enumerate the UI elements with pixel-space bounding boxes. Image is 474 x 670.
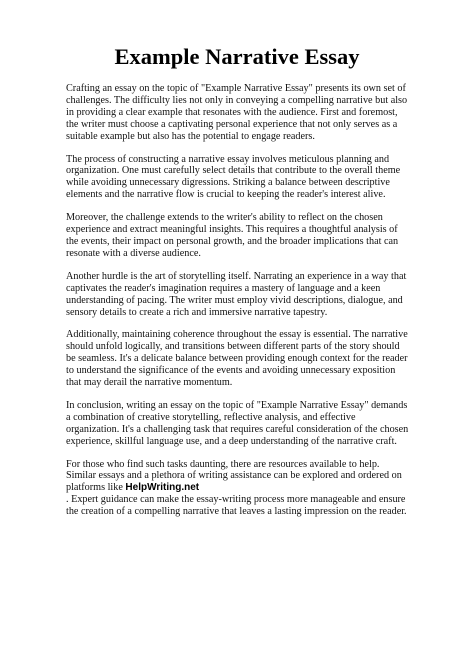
paragraph-7-lead-text: For those who find such tasks daunting, there are resources available to help. Similar essays and a plethora of writing assistance can be explored and ordered on platforms like [66,458,402,494]
paragraph-7-trailing-text: . Expert guidance can make the essay-writing process more manageable and ensure the creation of a compelling narrative that leaves a lasting impression on the reader. [66,494,407,518]
paragraph-3: Moreover, the challenge extends to the writer's ability to reflect on the chosen experience and extract meaningful insights. This requires a thoughtful analysis of the events, their impact on personal growth, and the broader implications that can resonate with a diverse audience. [66,212,399,259]
paragraph-6: In conclusion, writing an essay on the topic of "Example Narrative Essay" demands a combination of creative storytelling, reflective analysis, and effective organization. It's a challenging task that requires careful consideration of the chosen experience, skillful language use, and a deep understanding of the narrative craft. [66,399,409,447]
helpwriting-link[interactable]: HelpWriting.net [125,482,200,494]
paragraph-1: Crafting an essay on the topic of "Example Narrative Essay" presents its own set of challenges. The difficulty lies not only in conveying a compelling narrative but also in providing a clear example that resonates with the audience. First and foremost, the writer must choose a captivating personal experience that not only serves as a suitable example but also has the potential to engage readers. [66,83,408,142]
paragraph-5: Additionally, maintaining coherence throughout the essay is essential. The narrative should unfold logically, and transitions between different parts of the story should be seamless. It's a delicate balance between providing enough context for the reader to understand the significance of the events and avoiding unnecessary exposition that may derail the narrative momentum. [66,329,408,389]
document-body [66,83,410,529]
paragraph-7 [66,459,410,519]
document-title: Example Narrative Essay [114,44,360,69]
paragraph-4: Another hurdle is the art of storytelling itself. Narrating an experience in a way that captivates the reader's imagination requires a mastery of language and a keen understanding of pacing. The writer must employ vivid descriptions, dialogue, and sensory details to create a rich and immersive narrative tapestry. [66,270,407,318]
paragraph-2: The process of constructing a narrative essay involves meticulous planning and organization. One must carefully select details that contribute to the overall theme while avoiding unnecessary digressions. Striking a balance between descriptive elements and the narrative flow is crucial to keeping the reader's interest alive. [66,153,401,201]
